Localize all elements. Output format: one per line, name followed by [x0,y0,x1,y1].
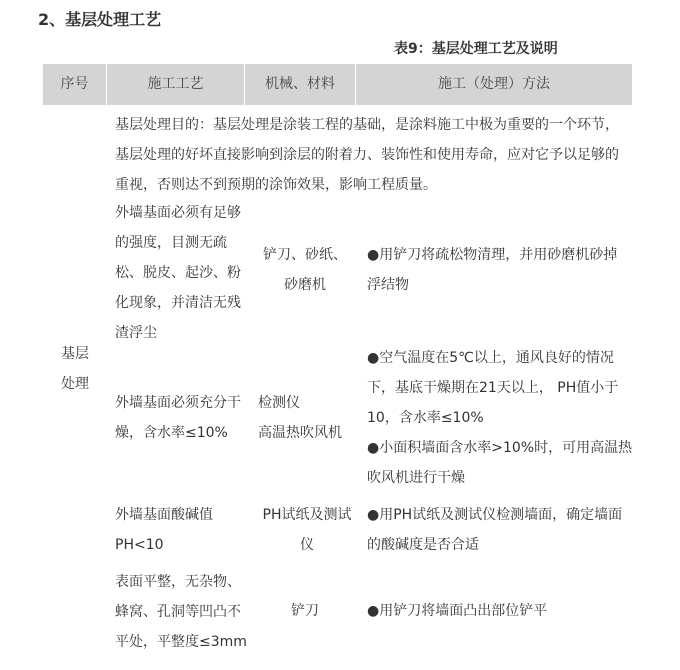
method-line: 吹风机进行干燥 [367,470,465,486]
tools-line: PH试纸及测试 [262,507,352,523]
row-4-tools [255,596,355,626]
process-line: 松、脱皮、起沙、粉 [115,265,241,281]
tools-line: 铲刀 [291,603,319,619]
method-line: ●用PH试纸及测试仪检测墙面，确定墙面 [367,507,623,523]
process-line: PH<10 [115,537,164,553]
intro-line: 重视，否则达不到预期的涂饰效果，影响工程质量。 [115,177,437,193]
process-line: 外墙基面酸碱值 [115,507,213,523]
method-line: ●空气温度在5℃以上，通风良好的情况 [367,350,614,366]
section-title: 2、基层处理工艺 [38,10,162,29]
row-3-tools [255,500,359,560]
row-3-method [367,500,647,560]
intro-line: 基层处理目的：基层处理是涂装工程的基础，是涂料施工中极为重要的一个环节， [115,117,619,133]
intro-paragraph [115,110,635,200]
category-line: 基层 [61,346,89,362]
table-header-row [43,64,632,105]
process-line: 平处，平整度≤3mm [115,634,247,650]
method-line: 10，含水率≤10% [367,410,484,426]
category-line: 处理 [61,376,89,392]
header-process: 施工工艺 [106,64,244,105]
tools-line: 检测仪 [258,395,300,411]
tools-line: 仪 [300,537,314,553]
row-2-method [367,343,647,493]
row-4-method [367,596,647,626]
process-table [43,64,632,105]
tools-line: 铲刀、砂纸、 [263,247,347,263]
tools-line: 砂磨机 [284,277,326,293]
method-line: ●小面积墙面含水率>10%时，可用高温热 [367,440,633,456]
row-4-process [115,567,255,657]
process-line: 燥，含水率≤10% [115,425,228,441]
process-line: 外墙基面必须有足够 [115,205,241,221]
header-index: 序号 [60,76,89,92]
method-line: ●用铲刀将墙面凸出部位铲平 [367,603,548,619]
method-line: 的酸碱度是否合适 [367,537,479,553]
category-cell [55,339,95,399]
process-line: 表面平整，无杂物、 [115,574,241,590]
row-1-tools [255,240,355,300]
row-1-method [367,240,642,300]
row-3-process [115,500,255,560]
row-1-process [115,198,255,348]
header-method: 施工（处理）方法 [355,64,632,105]
process-line: 外墙基面必须充分干 [115,395,241,411]
process-line: 化现象，并清洁无残 [115,295,241,311]
process-line: 渣浮尘 [115,325,157,341]
tools-line: 高温热吹风机 [258,425,342,441]
method-line: ●用铲刀将疏松物清理，并用砂磨机砂掉 [367,247,618,263]
method-line: 浮结物 [367,277,409,293]
table-caption: 表9：基层处理工艺及说明 [394,41,558,57]
method-line: 下，基底干燥期在21天以上， PH值小于 [367,380,619,396]
header-tools: 机械、材料 [244,64,355,105]
intro-line: 基层处理的好坏直接影响到涂层的附着力、装饰性和使用寿命，应对它予以足够的 [115,147,619,163]
row-2-tools [258,388,358,448]
process-line: 蜂窝、孔洞等凹凸不 [115,604,241,620]
process-line: 的强度，目测无疏 [115,235,227,251]
row-2-process [115,388,255,448]
